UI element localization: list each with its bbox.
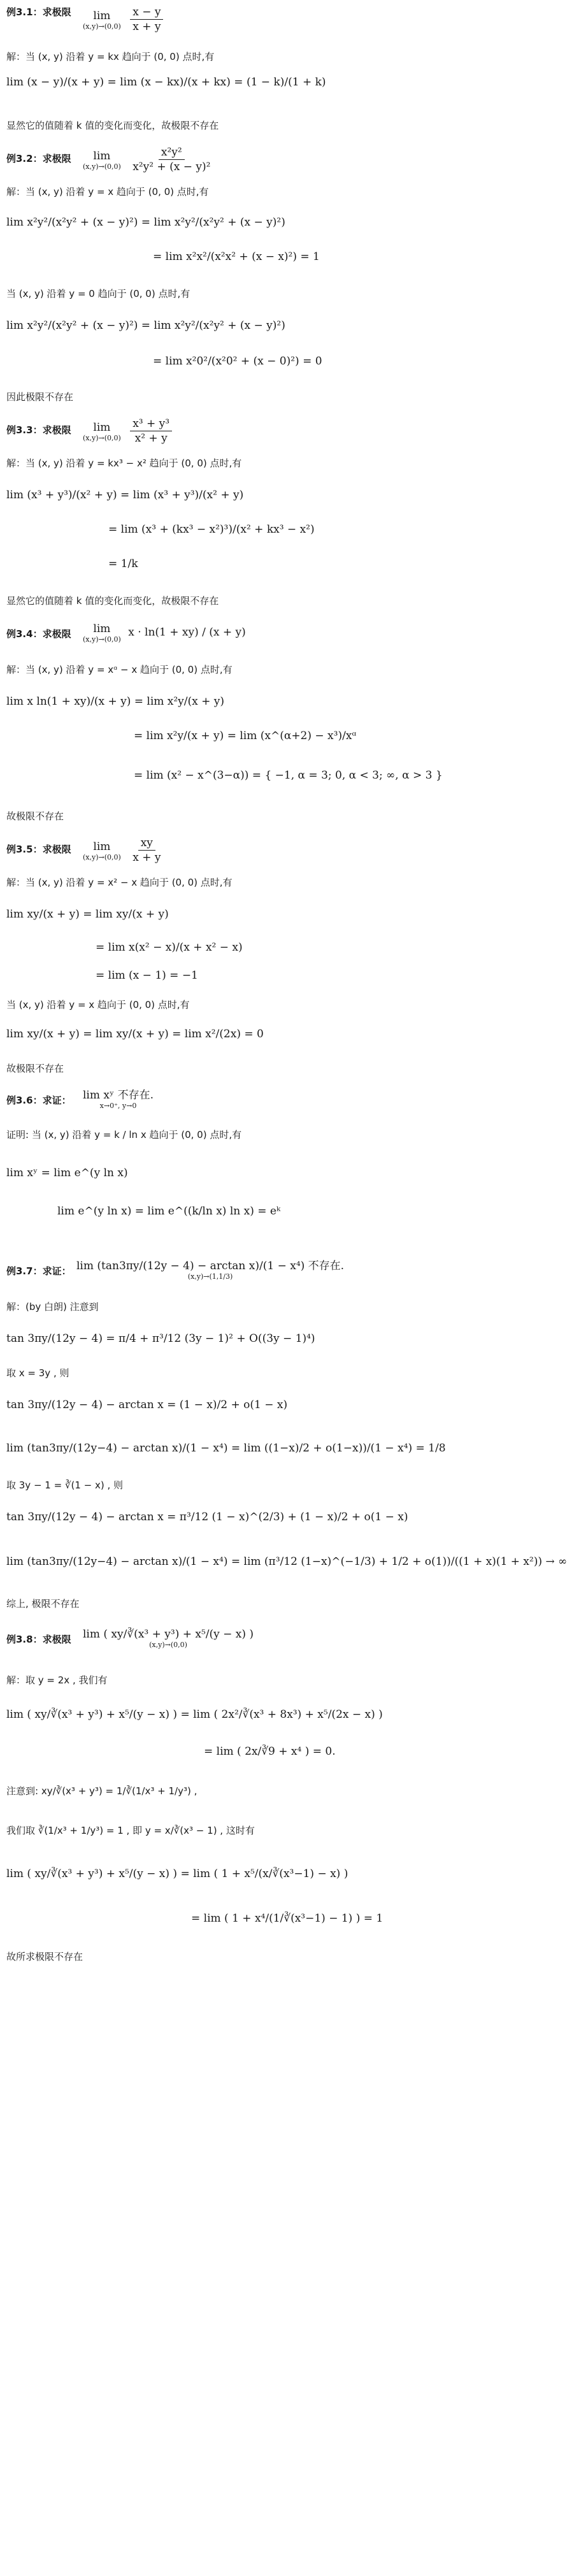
ex37-conclusion: 综上, 极限不存在 <box>6 1598 80 1609</box>
ex32-formula-2b: = lim x²0²/(x²0² + (x − 0)²) = 0 <box>153 355 322 368</box>
ex35-formula-1: lim xy/(x + y) = lim xy/(x + y) <box>6 908 169 921</box>
ex34-heading: 例3.4：求极限 <box>6 628 71 640</box>
ex34-formula-2: = lim x²y/(x + y) = lim (x^(α+2) − x³)/xᵅ <box>134 730 357 742</box>
ex36-heading: 例3.6：求证： <box>6 1095 71 1106</box>
ex33-limit-expr: lim (x,y)→(0,0) $\frac{\text{x³ + y³}}{\text{x² + y}}$ <box>83 417 174 445</box>
ex38-formula-2: = lim ( 2x/∛9 + x⁴ ) = 0. <box>204 1745 336 1758</box>
ex37-heading: 例3.7：求证： <box>6 1265 71 1277</box>
ex32-conclusion: 因此极限不存在 <box>6 391 74 403</box>
ex34-formula-3: = lim (x² − x^(3−α)) = { −1, α = 3; 0, α < 3; ∞, α > 3 } <box>134 769 443 782</box>
ex38-note: 注意到: xy/∛(x³ + y³) = 1/∛(1/x³ + 1/y³) , <box>6 1785 197 1797</box>
ex32-limit-expr: lim (x,y)→(0,0) $\frac{\text{x²y²}}{\text{x²y² + (x − y)²}}$ <box>83 146 211 173</box>
ex38-heading: 例3.8：求极限 <box>6 1634 71 1645</box>
ex38-formula-3: lim ( xy/∛(x³ + y³) + x⁵/(y − x) ) = lim ( 1 + x⁵/(x/∛(x³−1) − x) ) <box>6 1867 348 1880</box>
ex34-limit-expr: lim (x,y)→(0,0) x · ln(1 + xy) / (x + y) <box>83 622 246 644</box>
ex31-solution: 解：当 (x, y) 沿着 y = kx 趋向于 (0, 0) 点时,有 <box>6 51 215 62</box>
ex37-formula-3: lim (tan3πy/(12y−4) − arctan x)/(1 − x⁴) = lim ((1−x)/2 + o(1−x))/(1 − x⁴) = 1/8 <box>6 1442 446 1455</box>
ex32-formula-2a: lim x²y²/(x²y² + (x − y)²) = lim x²y²/(x²y² + (x − y)²) <box>6 319 285 332</box>
ex37-formula-2: tan 3πy/(12y − 4) − arctan x = (1 − x)/2 + o(1 − x) <box>6 1399 288 1411</box>
ex37-limit-expr: lim (tan3πy/(12y − 4) − arctan x)/(1 − x⁴) 不存在. (x,y)→(1,1/3) <box>76 1260 345 1281</box>
ex34-conclusion: 故极限不存在 <box>6 810 64 822</box>
ex37-solution: 解：(by 白朗) 注意到 <box>6 1301 99 1313</box>
ex35-formula-4: lim xy/(x + y) = lim xy/(x + y) = lim x²/(2x) = 0 <box>6 1028 264 1040</box>
ex33-formula-2: = lim (x³ + (kx³ − x²)³)/(x² + kx³ − x²) <box>108 523 315 536</box>
ex34-solution: 解：当 (x, y) 沿着 y = xᵅ − x 趋向于 (0, 0) 点时,有 <box>6 664 233 675</box>
ex35-limit-expr: lim (x,y)→(0,0) $\frac{xy}{x + y}$ <box>83 837 161 864</box>
ex37-formula-5: lim (tan3πy/(12y−4) − arctan x)/(1 − x⁴) = lim (π³/12 (1−x)^(−1/3) + 1/2 + o(1))/((1 + x)(1 + x²)) → ∞ <box>6 1555 567 1568</box>
ex36-formula-1: lim xʸ = lim e^(y ln x) <box>6 1167 128 1179</box>
ex36-limit-expr: lim xʸ 不存在. x→0⁺, y→0 <box>83 1089 154 1110</box>
ex38-take: 我们取 ∛(1/x³ + 1/y³) = 1 , 即 y = x/∛(x³ − 1) , 这时有 <box>6 1825 255 1836</box>
ex31-conclusion: 显然它的值随着 k 值的变化而变化，故极限不存在 <box>6 120 219 131</box>
ex31-limit-expr: lim (x,y)→(0,0) $\frac{x - y}{x + y}$ <box>83 5 165 34</box>
ex35-formula-2: = lim x(x² − x)/(x + x² − x) <box>96 941 243 954</box>
ex38-solution: 解：取 y = 2x , 我们有 <box>6 1674 108 1686</box>
ex35-solution-2: 当 (x, y) 沿着 y = x 趋向于 (0, 0) 点时,有 <box>6 999 190 1011</box>
ex32-heading: 例3.2：求极限 <box>6 153 71 164</box>
ex35-conclusion: 故极限不存在 <box>6 1063 64 1074</box>
ex33-solution: 解：当 (x, y) 沿着 y = kx³ − x² 趋向于 (0, 0) 点时,有 <box>6 457 242 469</box>
ex38-conclusion: 故所求极限不存在 <box>6 1951 83 1962</box>
ex37-take-1: 取 x = 3y , 则 <box>6 1367 69 1379</box>
ex37-formula-1: tan 3πy/(12y − 4) = π/4 + π³/12 (3y − 1)² + O((3y − 1)⁴) <box>6 1332 315 1345</box>
ex33-conclusion: 显然它的值随着 k 值的变化而变化，故极限不存在 <box>6 595 219 607</box>
ex37-take-2: 取 3y − 1 = ∛(1 − x) , 则 <box>6 1479 124 1491</box>
ex36-solution: 证明: 当 (x, y) 沿着 y = k / ln x 趋向于 (0, 0) 点时,有 <box>6 1129 242 1140</box>
ex38-limit-expr: lim ( xy/∛(x³ + y³) + x⁵/(y − x) ) (x,y)→(0,0) <box>83 1628 254 1649</box>
ex32-formula-1a: lim x²y²/(x²y² + (x − y)²) = lim x²y²/(x²y² + (x − y)²) <box>6 216 285 229</box>
ex32-formula-1b: = lim x²x²/(x²x² + (x − x)²) = 1 <box>153 250 320 263</box>
ex36-formula-2: lim e^(y ln x) = lim e^((k/ln x) ln x) = eᵏ <box>57 1205 281 1218</box>
ex35-formula-3: = lim (x − 1) = −1 <box>96 969 198 982</box>
ex31-formula: lim (x − y)/(x + y) = lim (x − kx)/(x + kx) = (1 − k)/(1 + k) <box>6 76 326 89</box>
ex35-heading: 例3.5：求极限 <box>6 844 71 855</box>
ex38-formula-1: lim ( xy/∛(x³ + y³) + x⁵/(y − x) ) = lim ( 2x²/∛(x³ + 8x³) + x⁵/(2x − x) ) <box>6 1708 383 1721</box>
ex35-solution-1: 解：当 (x, y) 沿着 y = x² − x 趋向于 (0, 0) 点时,有 <box>6 877 233 888</box>
ex33-heading: 例3.3：求极限 <box>6 424 71 436</box>
ex38-formula-4: = lim ( 1 + x⁴/(1/∛(x³−1) − 1) ) = 1 <box>191 1912 384 1925</box>
ex32-solution-2: 当 (x, y) 沿着 y = 0 趋向于 (0, 0) 点时,有 <box>6 288 190 299</box>
ex32-solution-1: 解：当 (x, y) 沿着 y = x 趋向于 (0, 0) 点时,有 <box>6 186 209 198</box>
ex37-formula-4: tan 3πy/(12y − 4) − arctan x = π³/12 (1 − x)^(2/3) + (1 − x)/2 + o(1 − x) <box>6 1511 408 1523</box>
ex34-formula-1: lim x ln(1 + xy)/(x + y) = lim x²y/(x + y) <box>6 695 225 708</box>
ex33-formula-1: lim (x³ + y³)/(x² + y) = lim (x³ + y³)/(x² + y) <box>6 489 244 501</box>
ex33-formula-3: = 1/k <box>108 558 138 570</box>
ex31-heading: 例3.1：求极限 <box>6 6 71 18</box>
